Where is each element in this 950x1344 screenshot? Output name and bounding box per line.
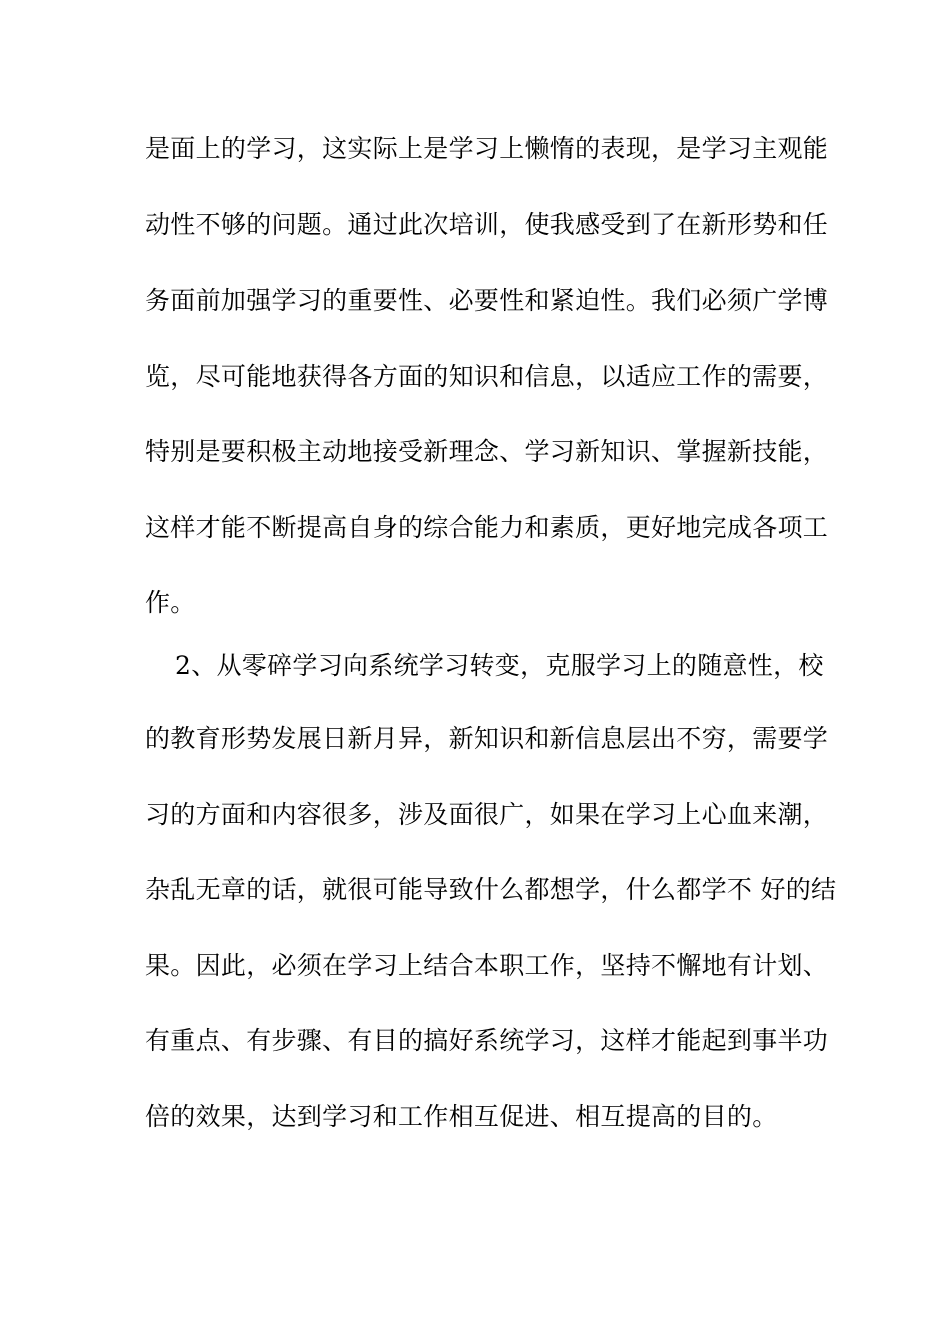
text-line: 作。	[145, 588, 196, 617]
text-line: 有重点、有步骤、有目的搞好系统学习，这样才能起到事半功	[145, 1026, 829, 1055]
text-line: 务面前加强学习的重要性、必要性和紧迫性。我们必须广学博	[145, 286, 829, 315]
text-line: 览，尽可能地获得各方面的知识和信息，以适应工作的需要，	[145, 362, 829, 391]
text-line: 的教育形势发展日新月异，新知识和新信息层出不穷，需要学	[145, 724, 829, 753]
text-line: 杂乱无章的话，就很可能导致什么都想学，什么都学不 好的结	[145, 875, 837, 904]
text-line: 动性不够的问题。通过此次培训，使我感受到了在新形势和任	[145, 210, 829, 239]
text-line: 这样才能不断提高自身的综合能力和素质，更好地完成各项工	[145, 513, 829, 542]
text-line: 是面上的学习，这实际上是学习上懒惰的表现，是学习主观能	[145, 134, 829, 163]
text-line: 习的方面和内容很多，涉及面很广，如果在学习上心血来潮，	[145, 800, 829, 829]
text-line: 特别是要积极主动地接受新理念、学习新知识、掌握新技能，	[145, 437, 829, 466]
text-line: 倍的效果，达到学习和工作相互促进、相互提高的目的。	[145, 1102, 778, 1131]
text-line: 果。因此，必须在学习上结合本职工作，坚持不懈地有计划、	[145, 951, 829, 980]
paragraph-start-line: 2、从零碎学习向系统学习转变，克服学习上的随意性，校	[175, 651, 824, 680]
